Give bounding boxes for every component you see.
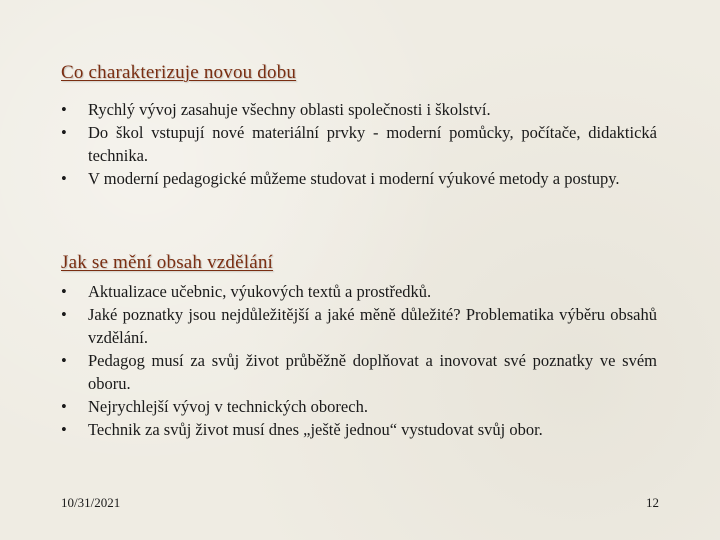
- footer-date: 10/31/2021: [61, 495, 121, 510]
- bullet-list-education-content: [61, 280, 657, 441]
- list-item: [61, 167, 657, 190]
- bullet-icon: •: [61, 305, 67, 324]
- list-item-text: Pedagog musí za svůj život průběžně doplňovat a inovovat své poznatky ve svém oboru.: [88, 351, 657, 393]
- bullet-icon: •: [61, 100, 67, 119]
- list-item: [61, 98, 657, 121]
- list-item-text: V moderní pedagogické můžeme studovat i moderní výukové metody a postupy.: [88, 169, 620, 188]
- list-item-text: Nejrychlejší vývoj v technických oborech.: [88, 397, 368, 416]
- section-title-new-era: Co charakterizuje novou dobu: [61, 62, 297, 83]
- section-title-education-content: Jak se mění obsah vzdělání: [61, 252, 274, 273]
- list-item: [61, 121, 657, 167]
- list-item: [61, 303, 657, 349]
- list-item-text: Technik za svůj život musí dnes „ještě jednou“ vystudovat svůj obor.: [88, 420, 543, 439]
- list-item: [61, 418, 657, 441]
- bullet-icon: •: [61, 282, 67, 301]
- bullet-icon: •: [61, 169, 67, 188]
- bullet-icon: •: [61, 123, 67, 142]
- list-item-text: Rychlý vývoj zasahuje všechny oblasti společnosti i školství.: [88, 100, 491, 119]
- list-item-text: Aktualizace učebnic, výukových textů a prostředků.: [88, 282, 432, 301]
- bullet-icon: •: [61, 397, 67, 416]
- bullet-icon: •: [61, 351, 67, 370]
- list-item: [61, 395, 657, 418]
- list-item: [61, 280, 657, 303]
- slide-number: 12: [646, 495, 659, 510]
- bullet-list-new-era: [61, 98, 657, 190]
- list-item: [61, 349, 657, 395]
- list-item-text: Jaké poznatky jsou nejdůležitější a jaké měně důležité? Problematika výběru obsahů vzdělání.: [88, 305, 657, 347]
- list-item-text: Do škol vstupují nové materiální prvky - moderní pomůcky, počítače, didaktická technika.: [88, 123, 657, 165]
- bullet-icon: •: [61, 420, 67, 439]
